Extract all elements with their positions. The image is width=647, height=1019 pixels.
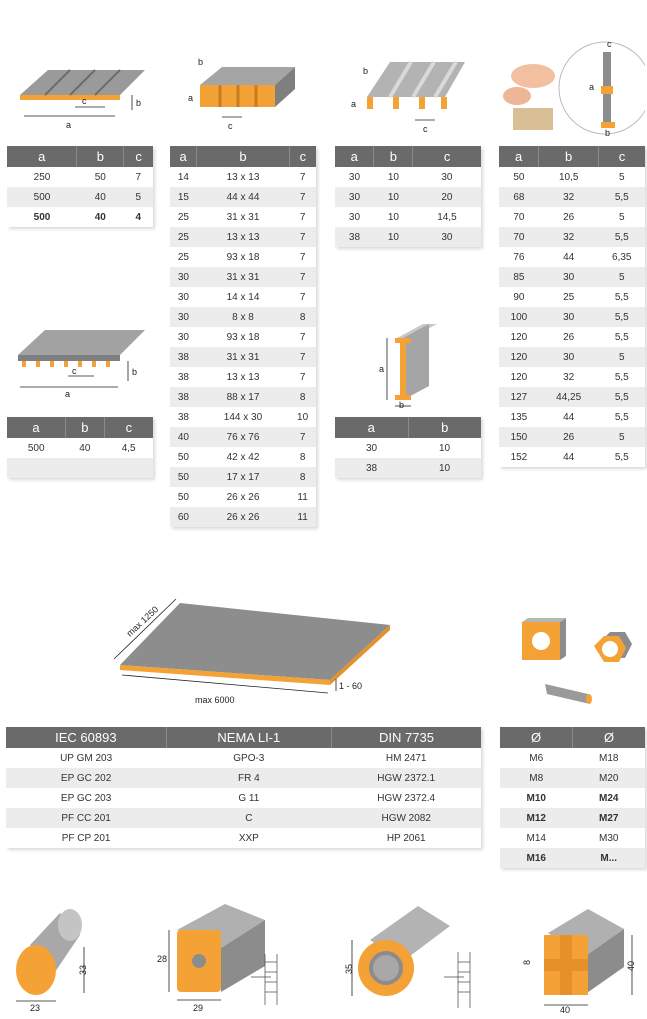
table-cell: 30: [170, 267, 197, 287]
dim-label-a: a: [351, 99, 357, 109]
table-cell: 13 x 13: [197, 227, 289, 247]
table-cell: 26: [539, 427, 599, 447]
table-cell: M24: [573, 788, 646, 808]
table-row: [499, 227, 645, 247]
table-sec3: [335, 146, 481, 247]
table-cell: 5,5: [599, 307, 645, 327]
table-cell: 38: [170, 407, 197, 427]
table-cell: UP GM 203: [6, 748, 166, 768]
table-cell: 26 x 26: [197, 507, 289, 527]
table-row: [499, 267, 645, 287]
dim-label-b: b: [136, 98, 142, 108]
table-sec2: [170, 146, 316, 527]
table-cell: 31 x 31: [197, 207, 289, 227]
table-cell: 30: [539, 347, 599, 367]
dim-label-width: 23: [30, 1003, 41, 1013]
table-cell: 50: [77, 167, 124, 187]
illustration-i-beam: [375, 320, 455, 410]
table-row: [500, 788, 645, 808]
table-cell: M...: [573, 848, 646, 868]
column-header: c: [599, 146, 645, 167]
table-row: [499, 447, 645, 467]
table-cell: 42 x 42: [197, 447, 289, 467]
table-cell: 25: [170, 247, 197, 267]
illustration-square-profile: [155, 900, 295, 1015]
table-sec6: [335, 417, 481, 478]
table-cell: 5: [599, 427, 645, 447]
table-cell: 40: [170, 427, 197, 447]
table-cell: 10: [374, 207, 413, 227]
table-cell: 5: [599, 347, 645, 367]
table-row: [6, 828, 481, 848]
table-row: [170, 467, 316, 487]
table-standards: [6, 727, 481, 848]
illustration-ribbed-tube: [340, 900, 485, 1015]
table-cell: 135: [499, 407, 539, 427]
table-cell: M12: [500, 808, 573, 828]
table-cell: PF CC 201: [6, 808, 166, 828]
table-cell: 40: [77, 187, 124, 207]
table-cell: 50: [170, 447, 197, 467]
dim-label-thickness: 1 - 60: [339, 681, 363, 691]
table-cell: 44: [539, 247, 599, 267]
table-sec5: [7, 417, 153, 478]
table-cell: 30: [335, 438, 408, 458]
table-cell: 7: [289, 287, 316, 307]
dim-label-b: b: [399, 400, 405, 410]
table-row: [499, 187, 645, 207]
table-row: [499, 167, 645, 187]
table-row: [170, 507, 316, 527]
table-cell: 17 x 17: [197, 467, 289, 487]
table-cell: 4: [124, 207, 153, 227]
table-row: [335, 458, 481, 478]
table-cell: 14: [170, 167, 197, 187]
table-cell: 32: [539, 187, 599, 207]
table-cell: 5,5: [599, 227, 645, 247]
table-cell: 90: [499, 287, 539, 307]
table-cell: M18: [573, 748, 646, 768]
table-cell: 44,25: [539, 387, 599, 407]
table-cell: 93 x 18: [197, 327, 289, 347]
table-row: [499, 307, 645, 327]
table-cell: 5,5: [599, 187, 645, 207]
table-cell: 8: [289, 447, 316, 467]
table-cell: 30: [539, 267, 599, 287]
dim-label-thickness: 8: [522, 959, 532, 965]
column-header: NEMA LI-1: [166, 727, 331, 748]
table-cell: 5,5: [599, 367, 645, 387]
table-cell: 10: [374, 167, 413, 187]
illustration-grating: [180, 55, 305, 135]
column-header: c: [124, 146, 153, 167]
table-cell: 7: [289, 367, 316, 387]
table-row: [499, 427, 645, 447]
table-cell: 6,35: [599, 247, 645, 267]
table-cell: 120: [499, 347, 539, 367]
table-row: [499, 367, 645, 387]
table-nuts: [500, 727, 645, 868]
table-cell: HGW 2372.4: [331, 788, 481, 808]
table-row: [499, 407, 645, 427]
table-cell: 250: [7, 167, 77, 187]
table-cell: 127: [499, 387, 539, 407]
table-cell: [7, 458, 65, 478]
illustration-bar-grating: [345, 52, 470, 137]
table-row: [6, 768, 481, 788]
table-row: [335, 438, 481, 458]
table-cell: 50: [170, 467, 197, 487]
table-row: [499, 207, 645, 227]
dim-label-max-length: max 6000: [195, 695, 235, 705]
table-cell: M16: [500, 848, 573, 868]
table-cell: 7: [289, 347, 316, 367]
table-cell: 32: [539, 227, 599, 247]
table-cell: 7: [289, 207, 316, 227]
table-cell: 30: [539, 307, 599, 327]
column-header: c: [289, 146, 316, 167]
table-cell: 85: [499, 267, 539, 287]
table-row: [7, 438, 153, 458]
column-header: b: [77, 146, 124, 167]
column-header: IEC 60893: [6, 727, 166, 748]
table-cell: 25: [539, 287, 599, 307]
dim-label-b: b: [198, 57, 204, 67]
table-cell: 68: [499, 187, 539, 207]
table-cell: 30: [170, 327, 197, 347]
table-cell: 26: [539, 327, 599, 347]
column-header: a: [499, 146, 539, 167]
table-cell: 44: [539, 407, 599, 427]
table-cell: 10: [408, 438, 481, 458]
table-row: [6, 748, 481, 768]
table-cell: M8: [500, 768, 573, 788]
table-cell: 31 x 31: [197, 267, 289, 287]
table-cell: 10: [374, 227, 413, 247]
column-header: a: [335, 146, 374, 167]
table-cell: 30: [170, 307, 197, 327]
table-cell: 50: [170, 487, 197, 507]
table-row: [6, 808, 481, 828]
dim-label-height: 35: [344, 963, 354, 974]
column-header: c: [104, 417, 153, 438]
illustration-round-rod: [8, 905, 108, 1015]
table-cell: 7: [289, 327, 316, 347]
table-cell: 5,5: [599, 287, 645, 307]
table-cell: 7: [289, 267, 316, 287]
dim-label-c: c: [607, 39, 612, 49]
table-cell: [65, 458, 104, 478]
table-cell: 40: [77, 207, 124, 227]
table-row: [170, 447, 316, 467]
table-cell: 25: [170, 207, 197, 227]
dim-label-a: a: [66, 120, 72, 130]
table-cell: 38: [170, 367, 197, 387]
column-header: b: [408, 417, 481, 438]
table-cell: 88 x 17: [197, 387, 289, 407]
table-cell: 26: [539, 207, 599, 227]
table-cell: 7: [289, 247, 316, 267]
table-cell: M30: [573, 828, 646, 848]
table-cell: 38: [170, 347, 197, 367]
table-cell: 26 x 26: [197, 487, 289, 507]
illustration-ribbed-sheet: [10, 40, 150, 135]
table-cell: 76: [499, 247, 539, 267]
table-cell: EP GC 202: [6, 768, 166, 788]
table-row: [500, 808, 645, 828]
table-cell: 20: [413, 187, 481, 207]
column-header: Ø: [573, 727, 646, 748]
table-cell: PF CP 201: [6, 828, 166, 848]
table-cell: 5: [599, 267, 645, 287]
table-cell: 7: [289, 427, 316, 447]
dim-label-a: a: [65, 389, 71, 399]
dim-label-a: a: [379, 364, 385, 374]
table-cell: 120: [499, 367, 539, 387]
column-header: b: [197, 146, 289, 167]
table-row: [335, 207, 481, 227]
illustration-cross-profile: [520, 905, 645, 1015]
table-row: [170, 387, 316, 407]
table-row: [170, 407, 316, 427]
table-row: [335, 167, 481, 187]
table-cell: 32: [539, 367, 599, 387]
table-cell: C: [166, 808, 331, 828]
dim-label-width: 40: [560, 1005, 571, 1015]
table-cell: 8: [289, 467, 316, 487]
dim-label-height: 33: [78, 964, 88, 975]
dim-label-b: b: [363, 66, 369, 76]
table-row: [170, 247, 316, 267]
table-cell: 100: [499, 307, 539, 327]
table-cell: 38: [170, 387, 197, 407]
table-cell: 8: [289, 387, 316, 407]
illustration-sheet: [100, 595, 390, 710]
table-row: [335, 187, 481, 207]
table-cell: 8 x 8: [197, 307, 289, 327]
illustration-nuts: [510, 612, 645, 717]
table-cell: 38: [335, 227, 374, 247]
column-header: b: [65, 417, 104, 438]
column-header: a: [7, 146, 77, 167]
table-row: [170, 307, 316, 327]
table-cell: 30: [335, 167, 374, 187]
column-header: DIN 7735: [331, 727, 481, 748]
dim-label-c: c: [72, 366, 77, 376]
table-cell: EP GC 203: [6, 788, 166, 808]
dim-label-a: a: [589, 82, 595, 92]
table-row: [170, 187, 316, 207]
table-sec4: [499, 146, 645, 467]
table-cell: 93 x 18: [197, 247, 289, 267]
table-cell: 70: [499, 207, 539, 227]
dim-label-a: a: [188, 93, 194, 103]
table-cell: 7: [289, 227, 316, 247]
table-cell: M20: [573, 768, 646, 788]
table-cell: 76 x 76: [197, 427, 289, 447]
table-sec1: [7, 146, 153, 227]
table-row: [6, 788, 481, 808]
table-row: [170, 327, 316, 347]
table-row: [335, 227, 481, 247]
table-cell: [104, 458, 153, 478]
column-header: c: [413, 146, 481, 167]
table-cell: 50: [499, 167, 539, 187]
column-header: a: [335, 417, 408, 438]
table-cell: 44: [539, 447, 599, 467]
table-cell: 40: [65, 438, 104, 458]
table-row: [170, 167, 316, 187]
table-cell: 7: [289, 167, 316, 187]
table-cell: 14 x 14: [197, 287, 289, 307]
dim-label-height: 40: [626, 960, 636, 971]
table-row: [7, 207, 153, 227]
table-row: [500, 748, 645, 768]
table-row: [170, 347, 316, 367]
table-cell: 5,5: [599, 387, 645, 407]
table-cell: 70: [499, 227, 539, 247]
table-cell: 120: [499, 327, 539, 347]
dim-label-max-width: max 1250: [124, 604, 161, 639]
table-cell: HP 2061: [331, 828, 481, 848]
table-row: [500, 848, 645, 868]
illustration-ribbed-plate: [10, 315, 150, 400]
table-cell: 7: [289, 187, 316, 207]
dim-label-b: b: [605, 128, 611, 138]
table-row: [7, 458, 153, 478]
dim-label-height: 28: [157, 954, 168, 964]
table-cell: FR 4: [166, 768, 331, 788]
table-cell: 25: [170, 227, 197, 247]
table-cell: M10: [500, 788, 573, 808]
column-header: Ø: [500, 727, 573, 748]
table-cell: 500: [7, 187, 77, 207]
table-cell: 30: [413, 167, 481, 187]
table-cell: M27: [573, 808, 646, 828]
table-cell: 10: [408, 458, 481, 478]
column-header: b: [539, 146, 599, 167]
dim-label-b: b: [132, 367, 138, 377]
table-cell: 152: [499, 447, 539, 467]
table-cell: 30: [335, 187, 374, 207]
column-header: a: [170, 146, 197, 167]
table-cell: 11: [289, 487, 316, 507]
dim-label-width: 29: [193, 1003, 204, 1013]
table-row: [7, 167, 153, 187]
table-cell: GPO-3: [166, 748, 331, 768]
table-cell: 13 x 13: [197, 367, 289, 387]
table-cell: 4,5: [104, 438, 153, 458]
table-cell: 5,5: [599, 327, 645, 347]
table-cell: 5: [599, 167, 645, 187]
table-cell: 10: [289, 407, 316, 427]
table-cell: 38: [335, 458, 408, 478]
table-cell: 44 x 44: [197, 187, 289, 207]
table-row: [499, 347, 645, 367]
table-row: [7, 187, 153, 207]
table-row: [170, 207, 316, 227]
table-cell: 144 x 30: [197, 407, 289, 427]
table-cell: HGW 2372.1: [331, 768, 481, 788]
table-cell: HM 2471: [331, 748, 481, 768]
table-row: [499, 287, 645, 307]
table-cell: 5: [599, 207, 645, 227]
table-cell: 15: [170, 187, 197, 207]
table-cell: 500: [7, 207, 77, 227]
table-cell: 7: [124, 167, 153, 187]
table-cell: 14,5: [413, 207, 481, 227]
table-row: [170, 227, 316, 247]
table-cell: G 11: [166, 788, 331, 808]
table-cell: 60: [170, 507, 197, 527]
table-row: [500, 828, 645, 848]
table-row: [170, 267, 316, 287]
table-cell: HGW 2082: [331, 808, 481, 828]
dim-label-c: c: [423, 124, 428, 134]
table-cell: 8: [289, 307, 316, 327]
table-row: [500, 768, 645, 788]
table-cell: 10: [374, 187, 413, 207]
illustration-pig-slat: [495, 38, 645, 138]
table-cell: 500: [7, 438, 65, 458]
table-cell: 11: [289, 507, 316, 527]
table-row: [499, 387, 645, 407]
table-cell: 5,5: [599, 447, 645, 467]
table-cell: XXP: [166, 828, 331, 848]
table-row: [170, 427, 316, 447]
table-cell: 30: [170, 287, 197, 307]
table-cell: 5,5: [599, 407, 645, 427]
table-cell: 5: [124, 187, 153, 207]
table-cell: 31 x 31: [197, 347, 289, 367]
table-row: [170, 487, 316, 507]
table-row: [170, 367, 316, 387]
dim-label-c: c: [228, 121, 233, 131]
table-row: [499, 327, 645, 347]
table-cell: 30: [335, 207, 374, 227]
table-cell: 30: [413, 227, 481, 247]
table-cell: 10,5: [539, 167, 599, 187]
table-cell: 13 x 13: [197, 167, 289, 187]
column-header: a: [7, 417, 65, 438]
table-cell: M6: [500, 748, 573, 768]
table-cell: 150: [499, 427, 539, 447]
table-row: [170, 287, 316, 307]
dim-label-c: c: [82, 96, 87, 106]
table-row: [499, 247, 645, 267]
column-header: b: [374, 146, 413, 167]
table-cell: M14: [500, 828, 573, 848]
